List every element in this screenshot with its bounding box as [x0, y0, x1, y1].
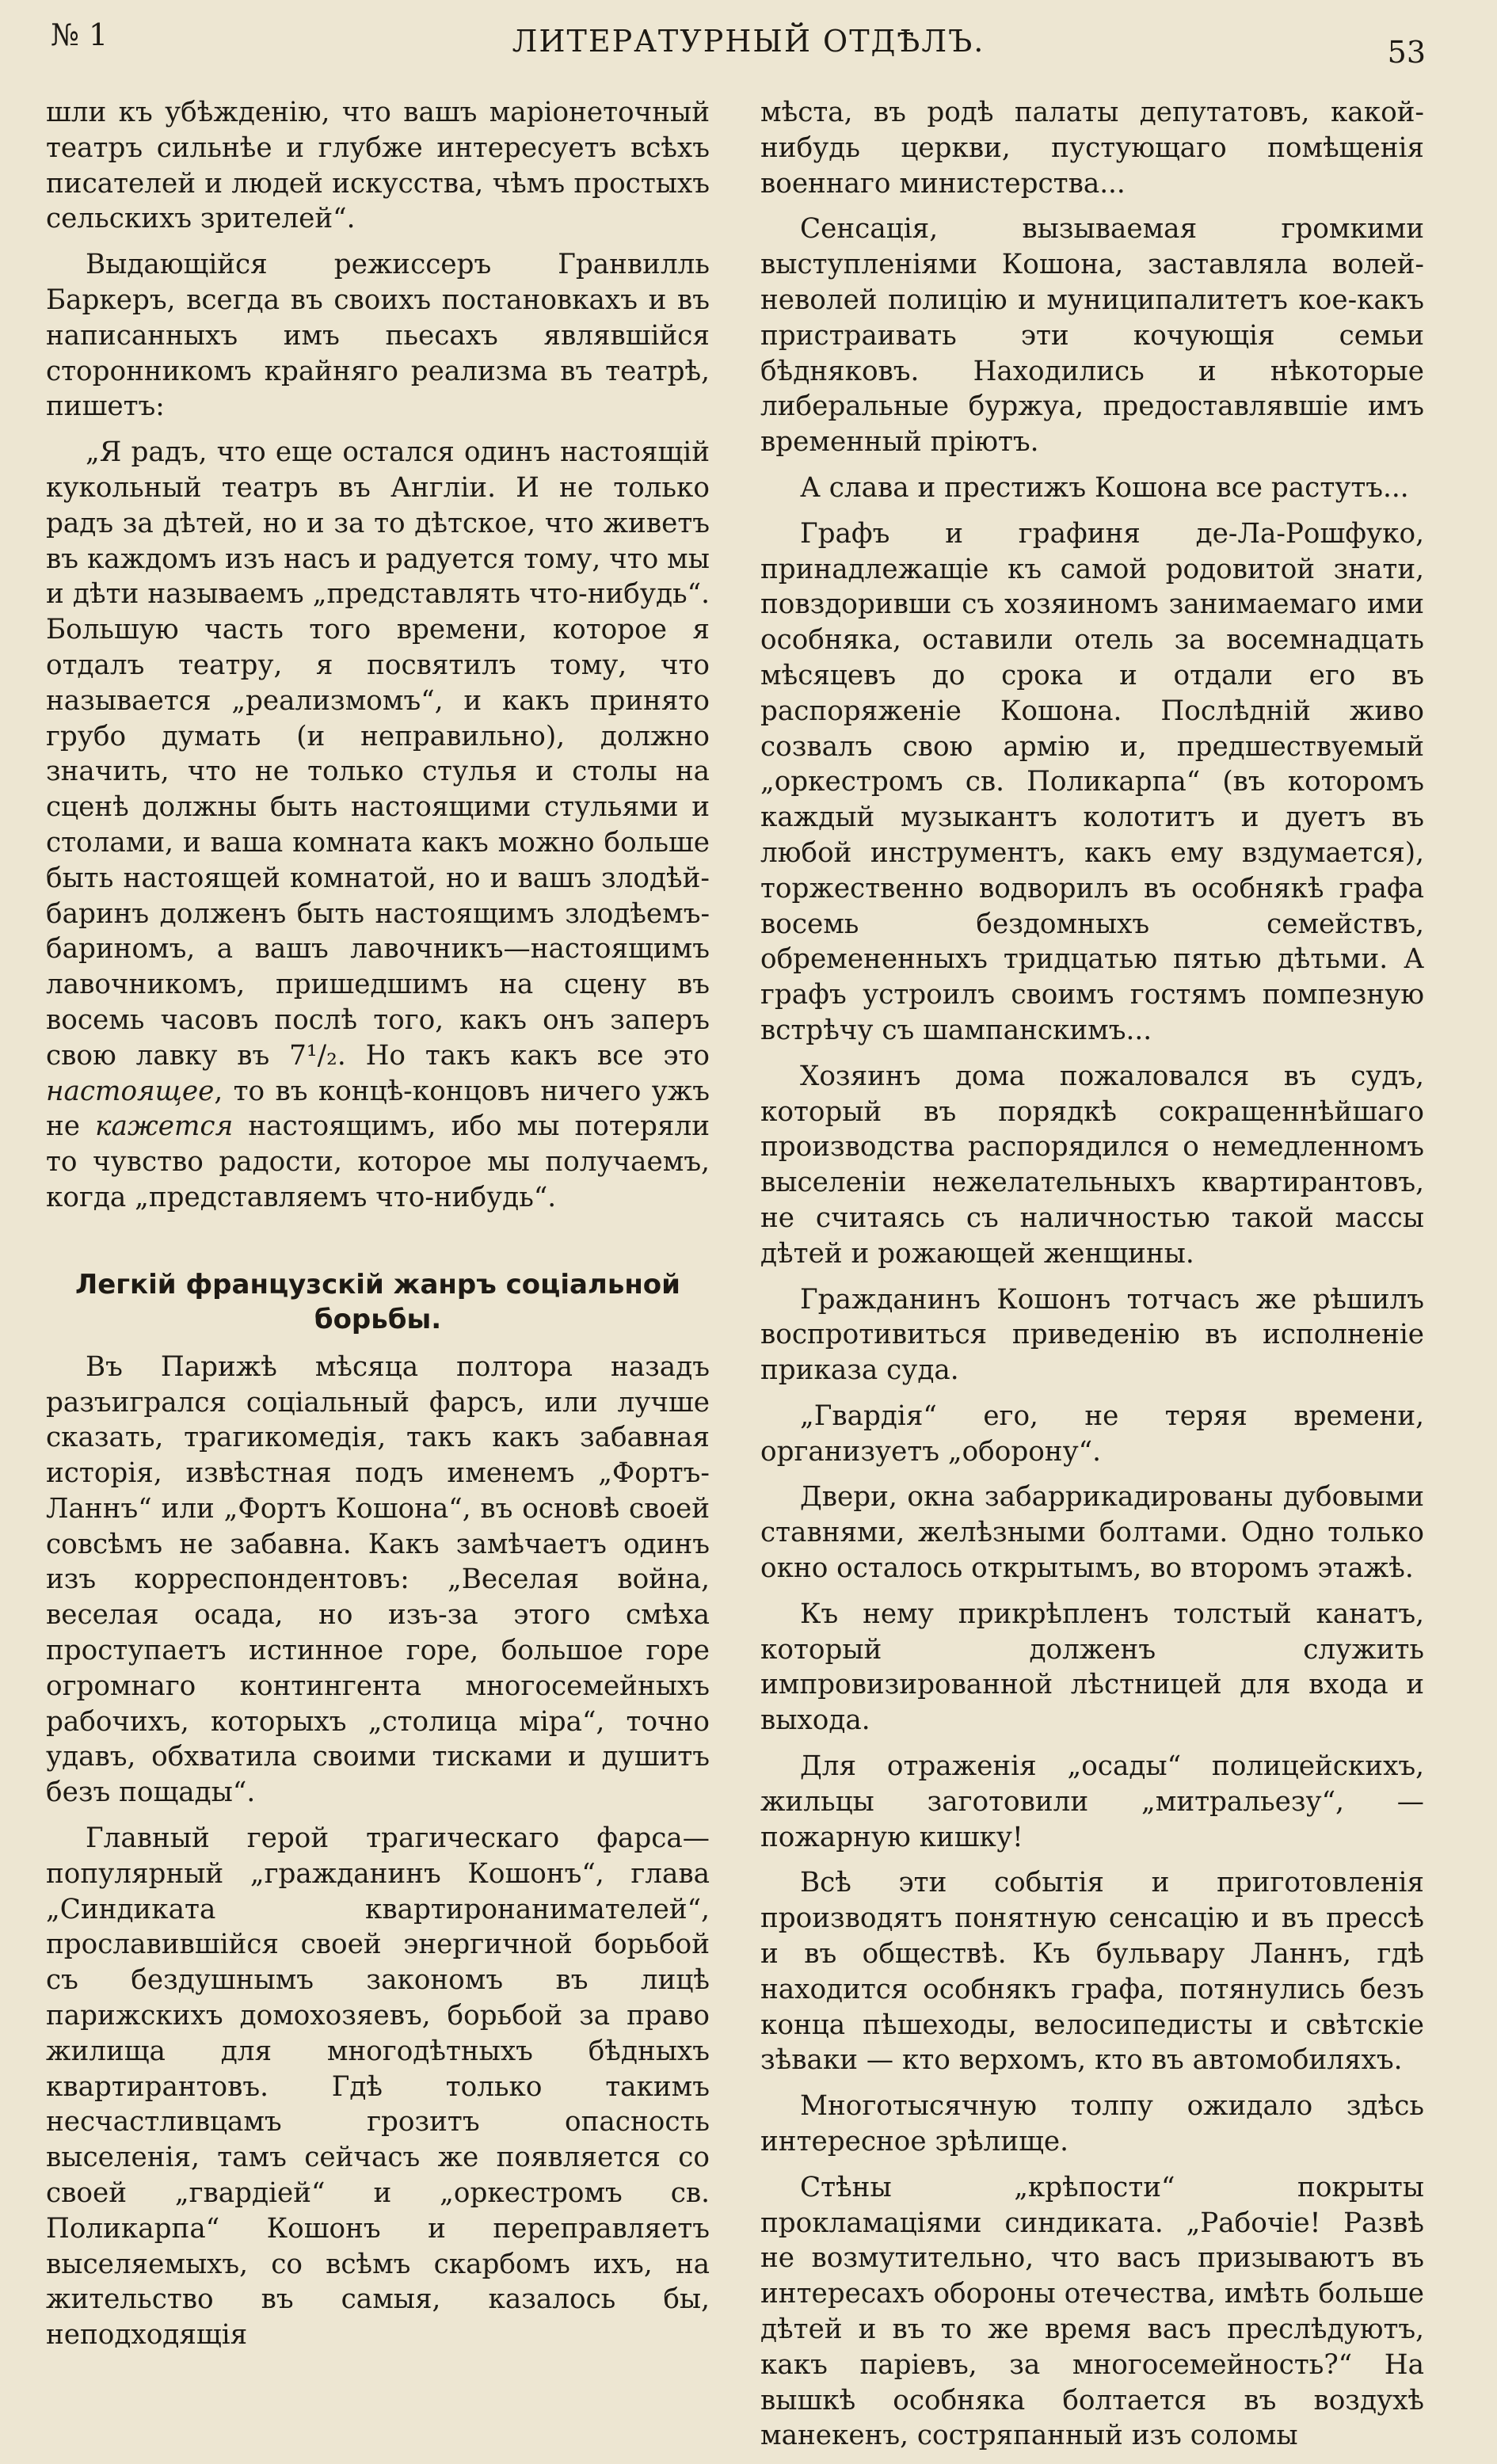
section-gap	[46, 1216, 710, 1267]
quote-text: , то въ концѣ-концовъ ничего ужъ не	[46, 1075, 710, 1143]
paragraph: Къ нему прикрѣпленъ толстый канатъ, который долженъ служить импровизированной лѣстницей для входа и выхода.	[760, 1598, 1424, 1737]
emphasis: кажется	[95, 1110, 234, 1143]
paragraph: Двери, окна забаррикадированы дубовыми ставнями, желѣзными болтами. Одно только окно осталось открытымъ, во второмъ этажѣ.	[760, 1481, 1424, 1585]
heading-line: борьбы.	[314, 1303, 442, 1335]
section-title: ЛИТЕРАТУРНЫЙ ОТДѢЛЪ.	[512, 24, 985, 59]
quote-paragraph	[46, 435, 710, 1216]
paragraph: Въ Парижѣ мѣсяца полтора назадъ разъигрался соціальный фарсъ, или лучше сказать, трагикомедія, такъ какъ забавная исторія, извѣстная подъ именемъ „Фортъ-Ланнъ“ или „Фортъ Кошона“, въ основѣ своей совсѣмъ не забавна. Какъ замѣчаетъ одинъ изъ корреспондентовъ: „Веселая война, веселая осада, но изъ-за этого смѣха проступаетъ истинное горе, большое горе огромнаго контингента многосемейныхъ рабочихъ, которыхъ „столица міра“, точно удавъ, обхватила своими тисками и душитъ безъ пощады“.	[46, 1350, 710, 1809]
paragraph: „Гвардія“ его, не теряя времени, организуетъ „оборону“.	[760, 1400, 1424, 1468]
quote-text: . Но такъ какъ все это	[337, 1039, 710, 1072]
issue-number: № 1	[51, 17, 109, 52]
paragraph: Графъ и графиня де-Ла-Рошфуко, принадлежащіе къ самой родовитой знати, повздоривши съ хозяиномъ занимаемаго ими особняка, оставили отель за восемнадцать мѣсяцевъ до срока и отдали его въ распоряженіе Кошона. Послѣдній живо созвалъ свою армію и, предшествуемый „оркестромъ св. Поликарпа“ (въ которомъ каждый музыкантъ колотитъ и дуетъ въ любой инструментъ, какъ ему вздумается), торжественно водворилъ въ особнякѣ графа восемь бездомныхъ семействъ, обремененныхъ тридцатью пятью дѣтьми. А графъ устроилъ своимъ гостямъ помпезную встрѣчу съ шампанскимъ...	[760, 517, 1424, 1046]
paragraph: Хозяинъ дома пожаловался въ судъ, который въ порядкѣ сокращеннѣйшаго производства распорядился о немедленномъ выселеніи нежелательныхъ квартирантовъ, не считаясь съ наличностью такой массы дѣтей и рожающей женщины.	[760, 1060, 1424, 1270]
paragraph: мѣста, въ родѣ палаты депутатовъ, какой-нибудь церкви, пустующаго помѣщенія военнаго министерства...	[760, 97, 1424, 200]
right-column	[760, 95, 1424, 2464]
time-fraction: 7¹/₂	[289, 1039, 337, 1072]
quote-text: настоящимъ, ибо мы потеряли то чувство радости, которое мы получаемъ, когда „представляемъ что-нибудь“.	[46, 1110, 710, 1213]
page-number: 53	[1387, 35, 1426, 70]
paragraph: Главный герой трагическаго фарса—популярный „гражданинъ Кошонъ“, глава „Синдиката квартиронанимателей“, прославившійся своей энергичной борьбой съ бездушнымъ закономъ въ лицѣ парижскихъ домохозяевъ, борьбой за право жилища для многодѣтныхъ бѣдныхъ квартирантовъ. Гдѣ только такимъ несчастливцамъ грозитъ опасность выселенія, тамъ сейчасъ же появляется со своей „гвардіей“ и „оркестромъ св. Поликарпа“ Кошонъ и переправляетъ выселяемыхъ, со всѣмъ скарбомъ ихъ, на жительство въ самыя, казалось бы, неподходящія	[46, 1822, 710, 2352]
emphasis: настоящее	[46, 1075, 215, 1107]
paragraph: А слава и престижъ Кошона все растутъ...	[800, 471, 1409, 504]
paragraph: Многотысячную толпу ожидало здѣсь интересное зрѣлище.	[760, 2090, 1424, 2158]
paragraph: Стѣны „крѣпости“ покрыты прокламаціями синдиката. „Рабочіе! Развѣ не возмутительно, что васъ призываютъ въ интересахъ обороны отечества, имѣть больше дѣтей и въ то же время васъ преслѣдуютъ, какъ паріевъ, за многосемейность?“ На вышкѣ особняка болтается въ воздухѣ манекенъ, состряпанный изъ соломы	[760, 2171, 1424, 2452]
paragraph: Всѣ эти событія и приготовленія производятъ понятную сенсацію и въ прессѣ и въ обществѣ. Къ бульвару Ланнъ, гдѣ находится особнякъ графа, потянулись безъ конца пѣшеходы, велосипедисты и свѣтскіе зѣваки — кто верхомъ, кто въ автомобиляхъ.	[760, 1867, 1424, 2077]
paragraph: Гражданинъ Кошонъ тотчасъ же рѣшилъ воспротивиться приведенію въ исполненіе приказа суда.	[760, 1283, 1424, 1387]
quote-text: „Я радъ, что еще остался одинъ настоящій кукольный театръ въ Англіи. И не только радъ за дѣтей, но и за то дѣтское, что живетъ въ каждомъ изъ насъ и радуется тому, что мы и дѣти называемъ „представлять что-нибудь“. Большую часть того времени, которое я отдалъ театру, я посвятилъ тому, что называется „реализмомъ“, и какъ принято грубо думать (и неправильно), должно значить, что не только стулья и столы на сценѣ должны быть настоящими стульями и столами, и ваша комната какъ можно больше быть настоящей комнатой, но и вашъ злодѣй-баринъ долженъ быть настоящимъ злодѣемъ-бариномъ, а вашъ лавочникъ—настоящимъ лавочникомъ, пришедшимъ на сцену въ восемь часовъ послѣ того, какъ онъ заперъ свою лавку въ	[46, 436, 710, 1072]
paragraph: Сенсація, вызываемая громкими выступленіями Кошона, заставляла волей-неволей полицію и муниципалитетъ кое-какъ пристраивать эти кочующія семьи бѣдняковъ. Находились и нѣкоторые либеральные буржуа, предоставлявшіе имъ временный пріютъ.	[760, 213, 1424, 459]
paragraph: Для отраженія „осады“ полицейскихъ, жильцы заготовили „митральезу“, — пожарную кишку!	[760, 1750, 1424, 1853]
left-column	[46, 95, 710, 2363]
section-heading	[46, 1267, 710, 1337]
heading-line: Легкій французскій жанръ соціальной	[74, 1268, 680, 1301]
paragraph: шли къ убѣжденію, что вашъ маріонеточный театръ сильнѣе и глубже интересуетъ всѣхъ писателей и людей искусства, чѣмъ простыхъ сельскихъ зрителей“.	[46, 97, 710, 235]
paragraph: Выдающійся режиссеръ Гранвилль Баркеръ, всегда въ своихъ постановкахъ и въ написанныхъ имъ пьесахъ являвшійся сторонникомъ крайняго реализма въ театрѣ, пишетъ:	[46, 249, 710, 423]
